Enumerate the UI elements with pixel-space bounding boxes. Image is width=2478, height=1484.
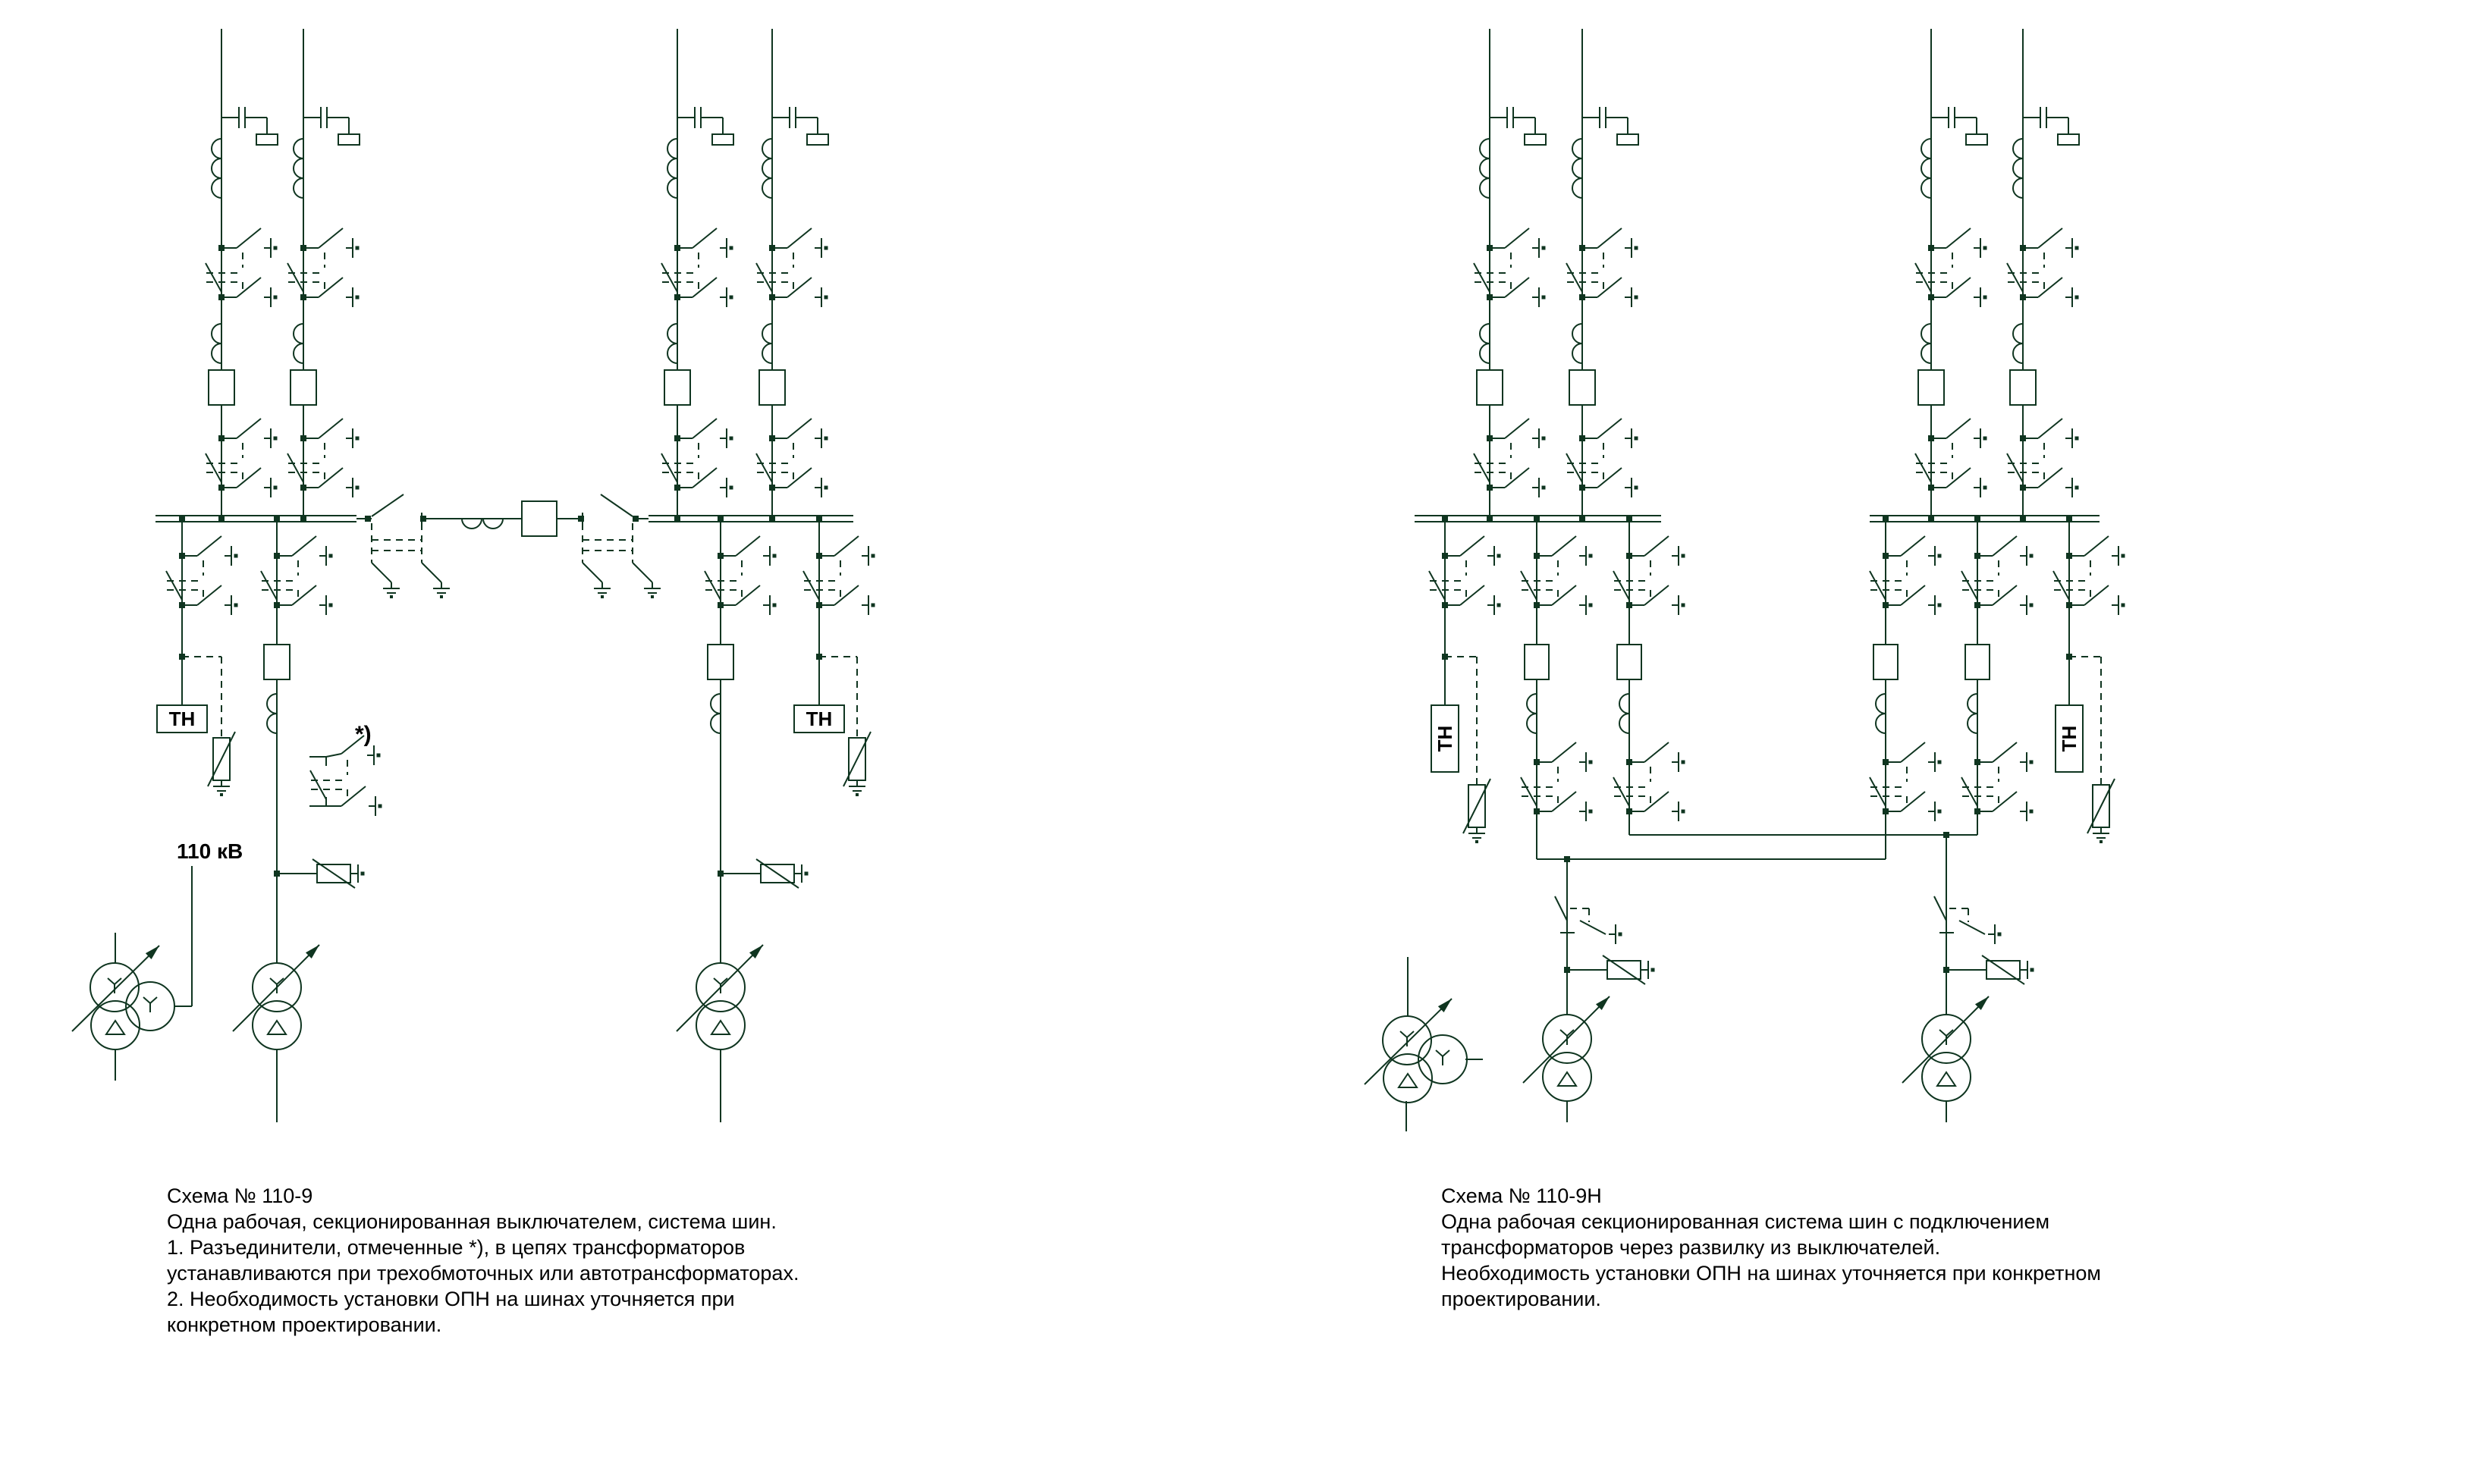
line-bay bbox=[1474, 29, 1546, 516]
fork-breaker-bay bbox=[1870, 516, 1942, 859]
three-winding-transformer-alt bbox=[1365, 957, 1483, 1131]
note-line: 2. Необходимость установки ОПН на шинах уточняется при bbox=[167, 1288, 735, 1310]
note-line: проектировании. bbox=[1441, 1288, 1601, 1310]
breaker-fork bbox=[1537, 835, 1977, 859]
vt-bay bbox=[157, 522, 238, 796]
left-scheme-notes bbox=[167, 1183, 799, 1336]
left-notes-lines bbox=[167, 1209, 799, 1336]
three-winding-transformer-alt bbox=[72, 839, 243, 1081]
svg-text:*): *) bbox=[355, 722, 372, 747]
svg-text:110 кВ: 110 кВ bbox=[177, 839, 243, 863]
svg-text:ТН: ТН bbox=[2058, 725, 2081, 752]
right-scheme-title: Схема № 110-9Н bbox=[1441, 1184, 1602, 1207]
fork-breaker-bay bbox=[1961, 516, 2034, 835]
transformer-bay bbox=[233, 516, 382, 1122]
busbar-section bbox=[155, 516, 356, 522]
fork-breaker-bay bbox=[1613, 516, 1685, 835]
vt-bay bbox=[794, 522, 875, 796]
line-bay bbox=[1566, 29, 1638, 516]
line-bay bbox=[206, 29, 278, 516]
line-bay bbox=[661, 29, 733, 516]
transformer-branch bbox=[1523, 856, 1655, 1122]
bus-tie bbox=[356, 494, 661, 598]
note-line: Одна рабочая, секционированная выключателем, система шин. bbox=[167, 1210, 777, 1233]
note-line: Необходимость установки ОПН на шинах уточняется при конкретном bbox=[1441, 1262, 2101, 1285]
line-bay bbox=[2007, 29, 2079, 516]
transformer-bay bbox=[677, 516, 809, 1122]
svg-text:ТН: ТН bbox=[806, 707, 833, 730]
fork-breaker-bay bbox=[1521, 516, 1593, 859]
svg-text:ТН: ТН bbox=[168, 707, 196, 730]
line-bay bbox=[1915, 29, 1987, 516]
note-line: 1. Разъединители, отмеченные *), в цепях трансформаторов bbox=[167, 1236, 746, 1259]
left-scheme-title: Схема № 110-9 bbox=[167, 1184, 313, 1207]
note-line: конкретном проектировании. bbox=[167, 1313, 442, 1336]
note-line: устанавливаются при трехобмоточных или автотрансформаторах. bbox=[167, 1262, 799, 1285]
vt-bay bbox=[1429, 522, 1501, 843]
svg-text:ТН: ТН bbox=[1434, 725, 1456, 752]
vt-bay bbox=[2053, 522, 2125, 843]
line-bay bbox=[756, 29, 828, 516]
right-scheme-notes bbox=[1441, 1183, 2101, 1310]
busbar-section bbox=[1870, 516, 2100, 522]
scheme-110-9N bbox=[1365, 29, 2125, 1131]
right-notes-lines bbox=[1441, 1209, 2101, 1310]
line-bay bbox=[287, 29, 360, 516]
transformer-branch bbox=[1902, 832, 2034, 1122]
busbar-section bbox=[649, 516, 853, 522]
note-line: трансформаторов через развилку из выключателей. bbox=[1441, 1236, 1941, 1259]
scheme-110-9 bbox=[72, 29, 875, 1122]
note-line: Одна рабочая секционированная система шин с подключением bbox=[1441, 1210, 2050, 1233]
